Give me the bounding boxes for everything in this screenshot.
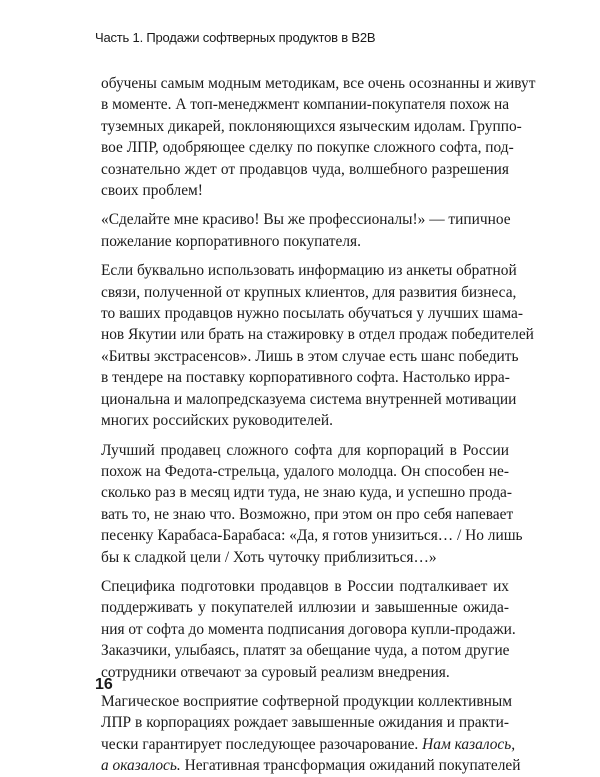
text-line: в тендере на поставку корпоративного софта. Настолько ирра-	[101, 369, 510, 387]
text-line: Лучший продавец сложного софта для корпораций в России	[101, 441, 509, 459]
paragraph-1	[101, 73, 536, 201]
italic-phrase: Нам казалось,	[422, 735, 516, 753]
text-line: Магическое восприятие софтверной продукции коллективным	[101, 692, 512, 710]
text-line: пожелание корпоративного покупателя.	[101, 232, 361, 250]
text-line: нов Якутии или брать на стажировку в отдел продаж победителей	[101, 326, 534, 344]
running-header: Часть 1. Продажи софтверных продуктов в B2B	[95, 30, 376, 45]
body-text	[101, 73, 536, 777]
text-line: в моменте. А топ-менеджмент компании-покупателя похож на	[101, 96, 510, 114]
paragraph-3	[101, 260, 534, 431]
text-line: ЛПР в корпорациях рождает завышенные ожидания и практи-	[101, 714, 509, 732]
text-line: туземных дикарей, поклоняющихся языческим идолам. Группо-	[101, 117, 522, 135]
paragraph-5	[101, 576, 516, 683]
italic-phrase: а оказалось.	[101, 757, 181, 775]
text-run: чески гарантирует последующее разочарование.	[101, 735, 419, 753]
text-line: ния от софта до момента подписания договора купли-продажи.	[101, 620, 516, 638]
text-line: то ваших продавцов нужно посылать обучаться у лучших шама-	[101, 305, 523, 323]
text-line: многих российских руководителей.	[101, 412, 333, 430]
paragraph-2	[101, 209, 509, 252]
paragraph-6	[101, 691, 521, 777]
text-line: сознательно ждет от продавцов чуда, волшебного разрешения	[101, 160, 509, 178]
text-line: Если буквально использовать информацию из анкеты обратной	[101, 262, 517, 280]
text-line: связи, полученной от крупных клиентов, для развития бизнеса,	[101, 283, 517, 301]
text-line	[101, 755, 521, 776]
paragraph-4	[101, 440, 523, 568]
text-line	[101, 734, 516, 755]
text-line: вать то, не знаю что. Возможно, при этом он про себя напевает	[101, 505, 514, 523]
text-line: вое ЛПР, одобряющее сделку по покупке сложного софта, под-	[101, 139, 514, 157]
text-line: циональна и малопредсказуема система внутренней мотивации	[101, 390, 517, 408]
text-line: обучены самым модным методикам, все очень осознанны и живут	[101, 75, 536, 92]
text-line: поддерживать у покупателей иллюзии и завышенные ожида-	[101, 599, 509, 617]
text-line: песенку Карабаса-Барабаса: «Да, я готов унизиться… / Но лишь	[101, 527, 523, 545]
text-line: Специфика подготовки продавцов в России подталкивает их	[101, 577, 509, 595]
text-line: сколько раз в месяц идти туда, не знаю куда, и успешно прода-	[101, 484, 512, 502]
text-line: «Сделайте мне красиво! Вы же профессионалы!» — типичное	[101, 211, 511, 229]
text-line: «Битвы экстрасенсов». Лишь в этом случае есть шанс победить	[101, 347, 519, 365]
text-line: своих проблем!	[101, 182, 203, 200]
text-line: сотрудники отвечают за суровый реализм внедрения.	[101, 663, 450, 681]
text-run: Негативная трансформация ожиданий покупателей	[184, 757, 521, 775]
text-line: бы к сладкой цели / Хоть чуточку приблизиться…»	[101, 548, 437, 566]
text-line: Заказчики, улыбаясь, платят за обещание чуда, а потом другие	[101, 642, 510, 660]
text-line: похож на Федота-стрельца, удалого молодца. Он способен не-	[101, 462, 509, 480]
page-number: 16	[95, 676, 113, 693]
